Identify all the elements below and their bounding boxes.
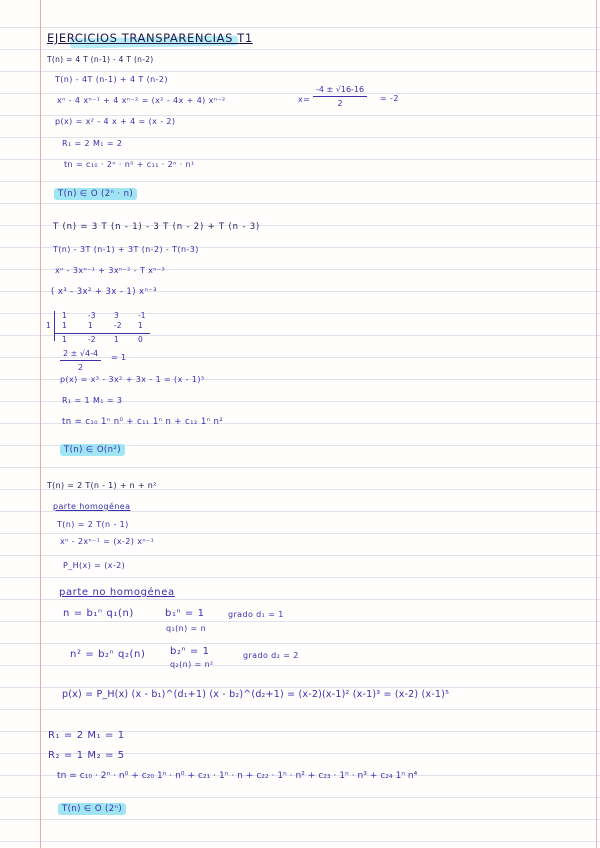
ex3-root-1: R₁ = 2 M₁ = 1 [48, 730, 125, 741]
ex1-polynomial: p(x) = x² - 4 x + 4 = (x - 2) [55, 117, 176, 126]
ex2-roots: R₁ = 1 M₁ = 3 [62, 396, 123, 405]
ex1-roots: R₁ = 2 M₁ = 2 [62, 139, 123, 148]
ex1-root-fraction [313, 85, 367, 108]
ruffini-cell: -3 [88, 311, 96, 320]
ex3-nh-degree-2: grado d₂ = 2 [243, 651, 299, 660]
ex3-nh-q1: q₁(n) = n [166, 624, 207, 633]
page-title: EJERCICIOS TRANSPARENCIAS T1 [47, 31, 253, 45]
ex1-root-rhs: = -2 [380, 94, 399, 103]
margin-line [40, 0, 41, 848]
ex3-nh-q2: q₂(n) = n² [170, 660, 214, 669]
ex3-nh-b1: b₁ⁿ = 1 [165, 608, 205, 619]
ex3-nh-b2: b₂ⁿ = 1 [170, 646, 210, 657]
ruffini-cell: 1 [138, 321, 143, 330]
ex2-characteristic: xⁿ - 3xⁿ⁻¹ + 3xⁿ⁻² - T xⁿ⁻³ [55, 266, 166, 275]
ex3-homogeneous-header: parte homogénea [53, 502, 131, 511]
ruffini-cell: 1 [62, 311, 67, 320]
ex1-equation: T(n) = 4 T (n-1) - 4 T (n-2) [47, 55, 154, 64]
right-margin-line [596, 0, 597, 848]
ex3-result-highlight [58, 796, 126, 815]
ex2-general-solution: tn = c₁₀ 1ⁿ n⁰ + c₁₁ 1ⁿ n + c₁₂ 1ⁿ n² [62, 417, 224, 427]
ruffini-cell: 1 [114, 335, 119, 344]
ex3-root-2: R₂ = 1 M₂ = 5 [48, 750, 125, 761]
ex2-equation: T (n) = 3 T (n - 1) - 3 T (n - 2) + T (n - 3) [53, 222, 261, 232]
ruffini-cell: 1 [88, 321, 93, 330]
ex1-line-2: T(n) - 4T (n-1) + 4 T (n-2) [55, 75, 168, 84]
ex2-root-fraction [60, 349, 101, 372]
ex3-nh-term-2: n² = b₂ⁿ q₂(n) [70, 649, 146, 660]
ex3-nh-degree-1: grado d₁ = 1 [228, 610, 284, 619]
ex3-homogeneous-char: xⁿ - 2xⁿ⁻¹ = (x-2) xⁿ⁻¹ [60, 537, 155, 546]
ruffini-cell: 1 [62, 335, 67, 344]
ruffini-horizontal-bar [54, 333, 150, 334]
ex2-factored: ( x³ - 3x² + 3x - 1) xⁿ⁻³ [51, 287, 157, 297]
ex2-line-2: T(n) - 3T (n-1) + 3T (n-2) - T(n-3) [53, 245, 199, 254]
ex3-homogeneous-poly: P_H(x) = (x-2) [63, 561, 126, 570]
ex2-result: T(n) ∈ O(n²) [60, 444, 125, 456]
ex3-homogeneous-eq: T(n) = 2 T(n - 1) [57, 520, 129, 529]
ex3-general-solution: tn = c₁₀ · 2ⁿ · n⁰ + c₂₀ 1ⁿ · n⁰ + c₂₁ · 1ⁿ · n + c₂₂ · 1ⁿ · n² + c₂₃ · 1ⁿ · n³ + c₂₄ 1ⁿ n⁴ [57, 771, 418, 781]
ex1-result: T(n) ∈ O (2ⁿ · n) [54, 188, 137, 200]
ex1-characteristic: xⁿ - 4 xⁿ⁻¹ + 4 xⁿ⁻² = (x² - 4x + 4) xⁿ⁻² [57, 96, 226, 105]
ex3-full-polynomial: p(x) = P_H(x) (x - b₁)^(d₁+1) (x - b₂)^(d₂+1) = (x-2)(x-1)² (x-1)³ = (x-2) (x-1)⁵ [62, 689, 450, 700]
ruffini-cell: -1 [138, 311, 146, 320]
ex1-root-denominator: 2 [337, 99, 343, 108]
ruffini-cell: 1 [62, 321, 67, 330]
ruffini-table [46, 311, 156, 343]
ruffini-cell: -2 [88, 335, 96, 344]
ruffini-vertical-bar [54, 311, 55, 341]
ruffini-cell: -2 [114, 321, 122, 330]
ex3-nonhomogeneous-header: parte no homogénea [59, 587, 175, 598]
ex3-nh-term-1: n = b₁ⁿ q₁(n) [63, 608, 134, 619]
ex1-result-highlight [54, 181, 137, 200]
ex1-root-lhs: x= [298, 95, 311, 104]
ex1-root-numerator: -4 ± √16-16 [313, 85, 367, 97]
ex2-root-denominator: 2 [77, 363, 84, 372]
ex2-result-highlight [60, 437, 125, 456]
ex2-root-numerator: 2 ± √4-4 [60, 349, 101, 361]
ruffini-cell: 0 [138, 335, 143, 344]
ruffini-cell: 3 [114, 311, 119, 320]
ruffini-root: 1 [46, 321, 51, 330]
ex3-result: T(n) ∈ O (2ⁿ) [58, 803, 126, 815]
ex3-equation: T(n) = 2 T(n - 1) + n + n² [47, 481, 157, 490]
ex1-general-solution: tn = c₁₀ · 2ⁿ · n⁰ + c₁₁ · 2ⁿ · n¹ [64, 160, 195, 169]
ex2-polynomial: p(x) = x³ - 3x² + 3x - 1 = (x - 1)³ [60, 375, 205, 384]
ex2-root-rhs: = 1 [111, 353, 127, 362]
